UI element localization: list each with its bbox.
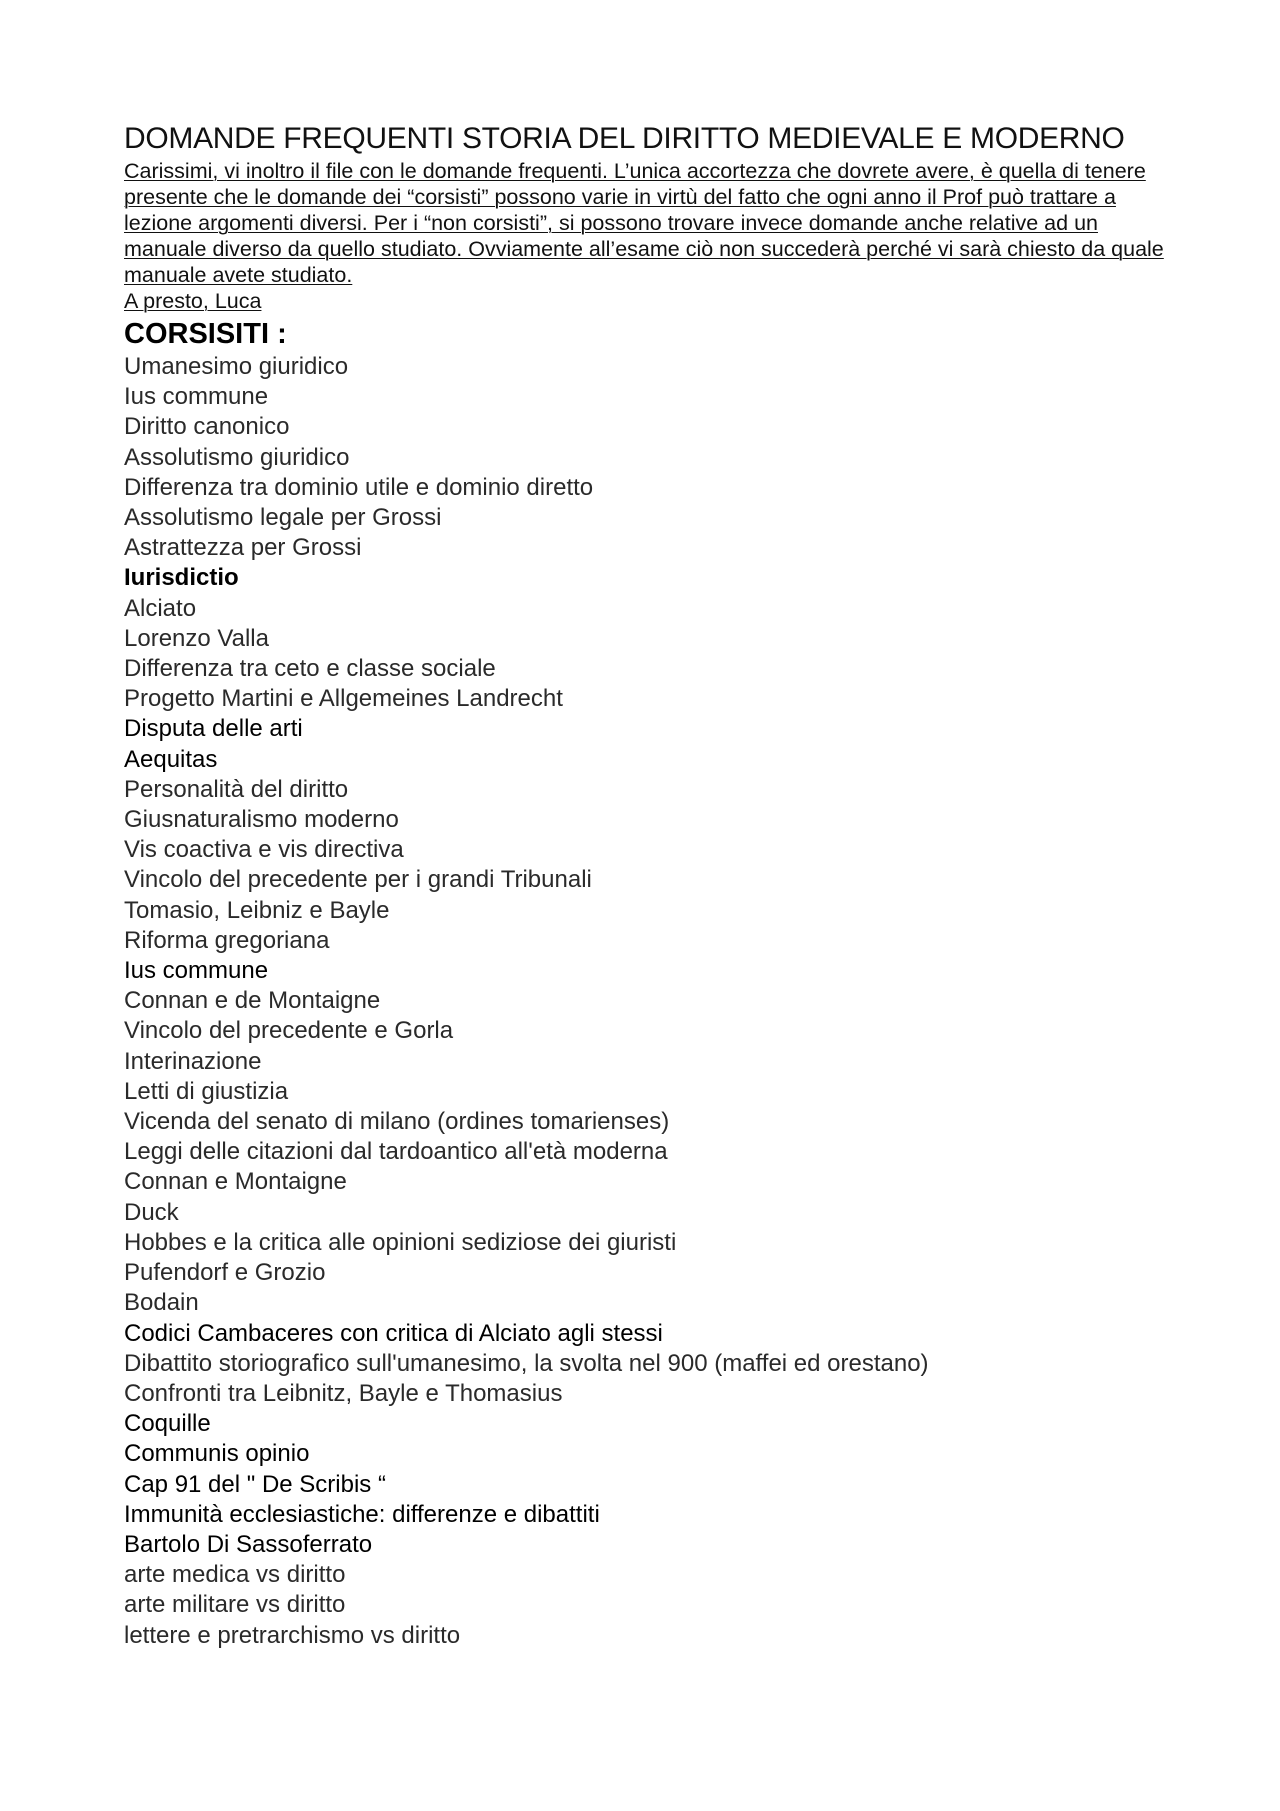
topic-item: Differenza tra dominio utile e dominio diretto [124, 473, 594, 501]
document-title: DOMANDE FREQUENTI STORIA DEL DIRITTO MEDIEVALE E MODERNO [124, 122, 1125, 155]
topic-item: Lorenzo Valla [124, 624, 269, 652]
topic-item: Tomasio, Leibniz e Bayle [124, 896, 390, 924]
topic-item: Confronti tra Leibnitz, Bayle e Thomasius [124, 1379, 563, 1407]
topic-item: Leggi delle citazioni dal tardoantico all'età moderna [124, 1138, 668, 1166]
intro-paragraph [124, 158, 1164, 314]
document-page [124, 120, 1164, 1651]
topic-item: Iurisdictio [124, 564, 239, 592]
topic-item: Vincolo del precedente e Gorla [124, 1017, 454, 1045]
topic-item: Progetto Martini e Allgemeines Landrecht [124, 685, 563, 713]
topic-item: Vincolo del precedente per i grandi Tribunali [124, 866, 592, 894]
topic-item: Differenza tra ceto e classe sociale [124, 655, 496, 683]
topic-item: Vis coactiva e vis directiva [124, 836, 404, 864]
topic-item: Communis opinio [124, 1440, 310, 1468]
topic-item: Astrattezza per Grossi [124, 534, 362, 562]
topic-item: Cap 91 del " De Scribis “ [124, 1470, 386, 1498]
topic-item: Diritto canonico [124, 413, 290, 441]
topic-item: Disputa delle arti [124, 715, 303, 743]
topic-item: Dibattito storiografico sull'umanesimo, la svolta nel 900 (maffei ed orestano) [124, 1349, 929, 1377]
topic-item: Connan e de Montaigne [124, 987, 381, 1015]
topic-item: arte medica vs diritto [124, 1561, 346, 1589]
topic-item: Riforma gregoriana [124, 926, 330, 954]
topic-item: Coquille [124, 1410, 211, 1438]
topic-item: Connan e Montaigne [124, 1168, 347, 1196]
topic-item: Letti di giustizia [124, 1077, 289, 1105]
topic-item: Vicenda del senato di milano (ordines tomarienses) [124, 1108, 670, 1136]
intro-text: Carissimi, vi inoltro il file con le domande frequenti. L’unica accortezza che dovrete avere, è quella di tenere presente che le domande dei “corsisti” possono varie in virtù del fatto che ogni anno il Prof può trattare a lezione argomenti diversi. Per i “non corsisti”, si possono trovare invece domande anche relative ad un manuale diverso da quello studiato. Ovviamente all’esame ciò non succederà perché vi sarà chiesto da quale manuale avete studiato. [124, 159, 1164, 287]
topic-item: Duck [124, 1198, 179, 1226]
topic-item: Aequitas [124, 745, 218, 773]
topic-item: Hobbes e la critica alle opinioni sediziose dei giuristi [124, 1228, 677, 1256]
topic-item: Alciato [124, 594, 197, 622]
topic-item: Assolutismo legale per Grossi [124, 504, 442, 532]
topic-item: Pufendorf e Grozio [124, 1259, 326, 1287]
topic-item: Bartolo Di Sassoferrato [124, 1530, 373, 1558]
topic-item: Giusnaturalismo moderno [124, 806, 399, 834]
signoff-text: A presto, Luca [124, 289, 262, 313]
topic-item: Ius commune [124, 383, 269, 411]
topic-item: Immunità ecclesiastiche: differenze e dibattiti [124, 1500, 600, 1528]
topic-item: Personalità del diritto [124, 775, 349, 803]
topic-item: Interinazione [124, 1047, 262, 1075]
topic-item: Bodain [124, 1289, 199, 1317]
topic-list [124, 352, 1164, 1651]
topic-item: Assolutismo giuridico [124, 443, 350, 471]
topic-item: Umanesimo giuridico [124, 353, 349, 380]
section-heading-corsisti: CORSISITI : [124, 318, 287, 350]
topic-item: Codici Cambaceres con critica di Alciato agli stessi [124, 1319, 663, 1347]
topic-item: arte militare vs diritto [124, 1591, 346, 1619]
topic-item: Ius commune [124, 957, 269, 985]
topic-item: lettere e pretrarchismo vs diritto [124, 1621, 461, 1649]
